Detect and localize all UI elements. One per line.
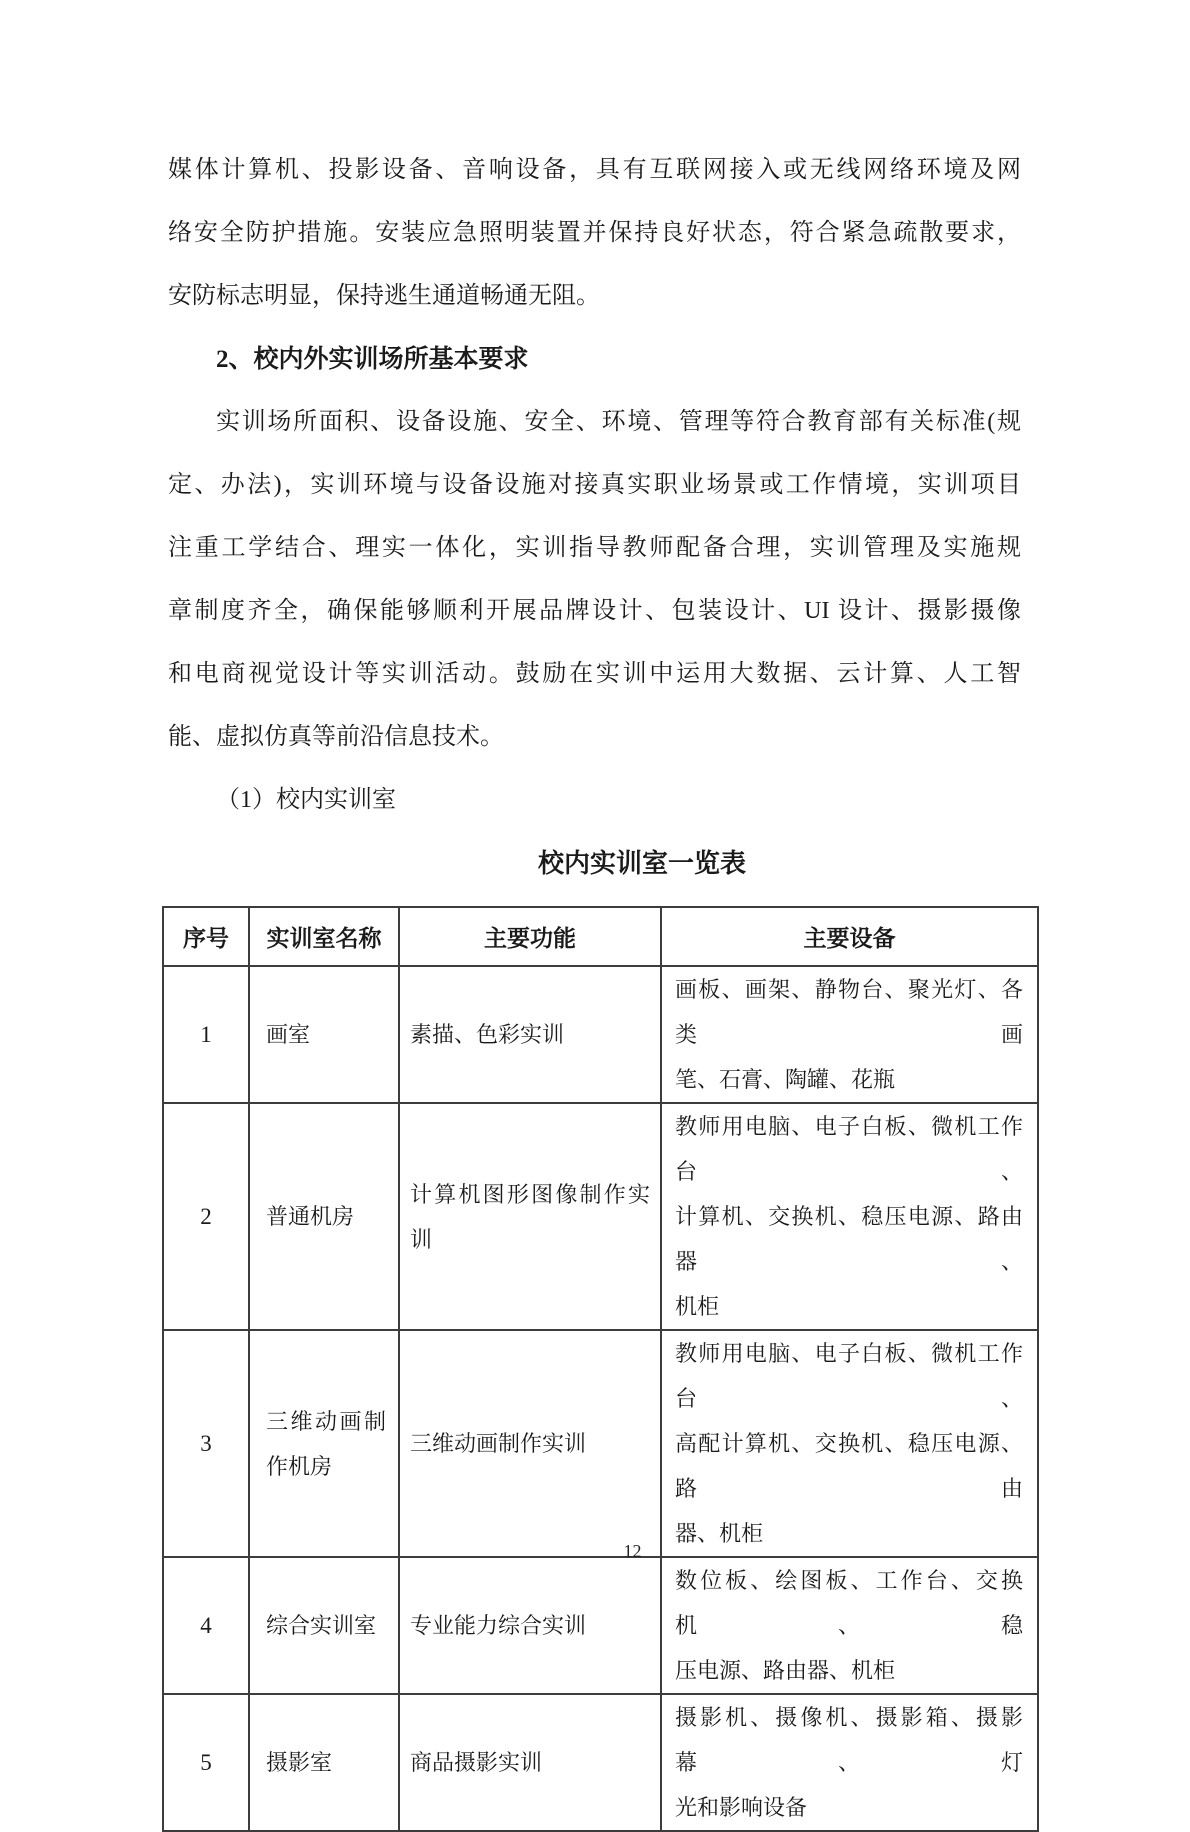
section-heading: 2、校内外实训场所基本要求 bbox=[216, 346, 529, 373]
paragraph-line: 安防标志明显，保持逃生通道畅通无阻。 bbox=[168, 283, 600, 309]
table-row bbox=[163, 1557, 1038, 1694]
cell-room-name: 三维动画制 作机房 bbox=[249, 1330, 399, 1557]
cell-equipment: 教师用电脑、电子白板、微机工作台、 高配计算机、交换机、稳压电源、路由 器、机柜 bbox=[661, 1330, 1038, 1557]
paragraph-line: 定、办法)，实训环境与设备设施对接真实职业场景或工作情境，实训项目 bbox=[168, 472, 1021, 498]
table-row bbox=[163, 1330, 1038, 1557]
table-row bbox=[163, 966, 1038, 1103]
paragraph-line: 实训场所面积、设备设施、安全、环境、管理等符合教育部有关标准(规 bbox=[216, 409, 1021, 435]
body-text bbox=[168, 139, 1021, 895]
col-header-equipment: 主要设备 bbox=[661, 907, 1038, 966]
cell-room-name: 画室 bbox=[249, 966, 399, 1103]
cell-row-number: 2 bbox=[163, 1103, 249, 1330]
cell-function: 三维动画制作实训 bbox=[399, 1330, 661, 1557]
cell-function: 商品摄影实训 bbox=[399, 1694, 661, 1831]
cell-equipment: 画板、画架、静物台、聚光灯、各类画 笔、石膏、陶罐、花瓶 bbox=[661, 966, 1038, 1103]
cell-function: 专业能力综合实训 bbox=[399, 1557, 661, 1694]
cell-equipment: 教师用电脑、电子白板、微机工作台、 计算机、交换机、稳压电源、路由器、 机柜 bbox=[661, 1103, 1038, 1330]
cell-equipment: 数位板、绘图板、工作台、交换机、稳 压电源、路由器、机柜 bbox=[661, 1557, 1038, 1694]
table-title: 校内实训室一览表 bbox=[537, 849, 746, 878]
cell-equipment: 摄影机、摄像机、摄影箱、摄影幕、灯 光和影响设备 bbox=[661, 1694, 1038, 1831]
paragraph-line: 章制度齐全，确保能够顺利开展品牌设计、包装设计、UI 设计、摄影摄像 bbox=[168, 598, 1021, 624]
cell-row-number: 5 bbox=[163, 1694, 249, 1831]
paragraph-line: 能、虚拟仿真等前沿信息技术。 bbox=[168, 724, 504, 750]
table-row bbox=[163, 1694, 1038, 1831]
cell-room-name: 普通机房 bbox=[249, 1103, 399, 1330]
cell-row-number: 1 bbox=[163, 966, 249, 1103]
cell-function: 素描、色彩实训 bbox=[399, 966, 661, 1103]
subitem-heading: （1）校内实训室 bbox=[216, 787, 396, 813]
paragraph-line: 媒体计算机、投影设备、音响设备，具有互联网接入或无线网络环境及网 bbox=[168, 157, 1021, 183]
cell-row-number: 4 bbox=[163, 1557, 249, 1694]
cell-function: 计算机图形图像制作实 训 bbox=[399, 1103, 661, 1330]
table-header-row bbox=[163, 907, 1038, 966]
cell-room-name: 摄影室 bbox=[249, 1694, 399, 1831]
cell-row-number: 3 bbox=[163, 1330, 249, 1557]
paragraph-line: 络安全防护措施。安装应急照明装置并保持良好状态，符合紧急疏散要求， bbox=[168, 220, 1021, 246]
col-header-no: 序号 bbox=[163, 907, 249, 966]
paragraph-line: 和电商视觉设计等实训活动。鼓励在实训中运用大数据、云计算、人工智 bbox=[168, 661, 1021, 687]
cell-room-name: 综合实训室 bbox=[249, 1557, 399, 1694]
training-rooms-table bbox=[162, 906, 1039, 1832]
col-header-room-name: 实训室名称 bbox=[249, 907, 399, 966]
page-number: 12 bbox=[623, 1541, 642, 1561]
table-row bbox=[163, 1103, 1038, 1330]
col-header-function: 主要功能 bbox=[399, 907, 661, 966]
paragraph-line: 注重工学结合、理实一体化，实训指导教师配备合理，实训管理及实施规 bbox=[168, 535, 1021, 561]
